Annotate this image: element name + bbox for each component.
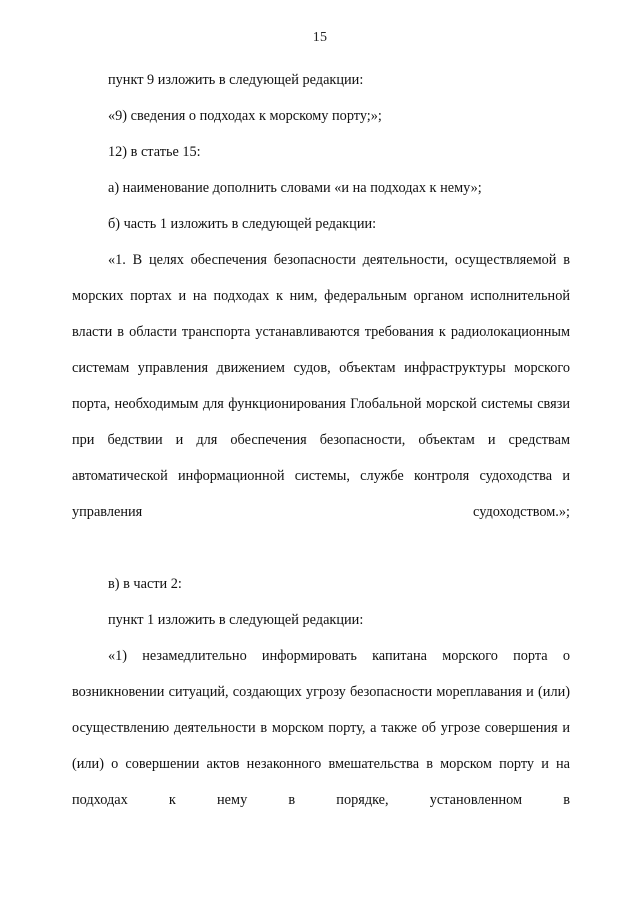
paragraph: «9) сведения о подходах к морскому порту;»; xyxy=(108,108,382,124)
paragraph: б) часть 1 изложить в следующей редакции: xyxy=(108,216,377,232)
paragraph: 12) в статье 15: xyxy=(108,144,201,160)
paragraph: в) в части 2: xyxy=(108,576,182,592)
paragraph: а) наименование дополнить словами «и на подходах к нему»; xyxy=(108,180,482,196)
page-number: 15 xyxy=(312,30,328,45)
paragraph: «1. В целях обеспечения безопасности деятельности, осуществляемой в морских портах и на подходах к ним, федеральным органом исполнительной власти в области транспорта устанавливаются требования к радиолокационным системам управления движением судов, объектам инфраструктуры морского порта, необходимым для функционирования Глобальной морской системы связи при бедствии и для обеспечения безопасности, объектам и средствам автоматической информационной системы, службе контроля судоходства и управления судоходством.»; xyxy=(72,252,570,520)
paragraph: «1) незамедлительно информировать капитана морского порта о возникновении ситуаций, создающих угрозу безопасности мореплавания и (или) осуществлению деятельности в морском порту, а также об угрозе совершения и (или) о совершении актов незаконного вмешательства в морском порту и на подходах к нему в порядке, установленном в xyxy=(72,648,570,808)
document-body xyxy=(72,62,570,854)
paragraph: пункт 1 изложить в следующей редакции: xyxy=(108,612,364,628)
paragraph: пункт 9 изложить в следующей редакции: xyxy=(108,72,364,88)
